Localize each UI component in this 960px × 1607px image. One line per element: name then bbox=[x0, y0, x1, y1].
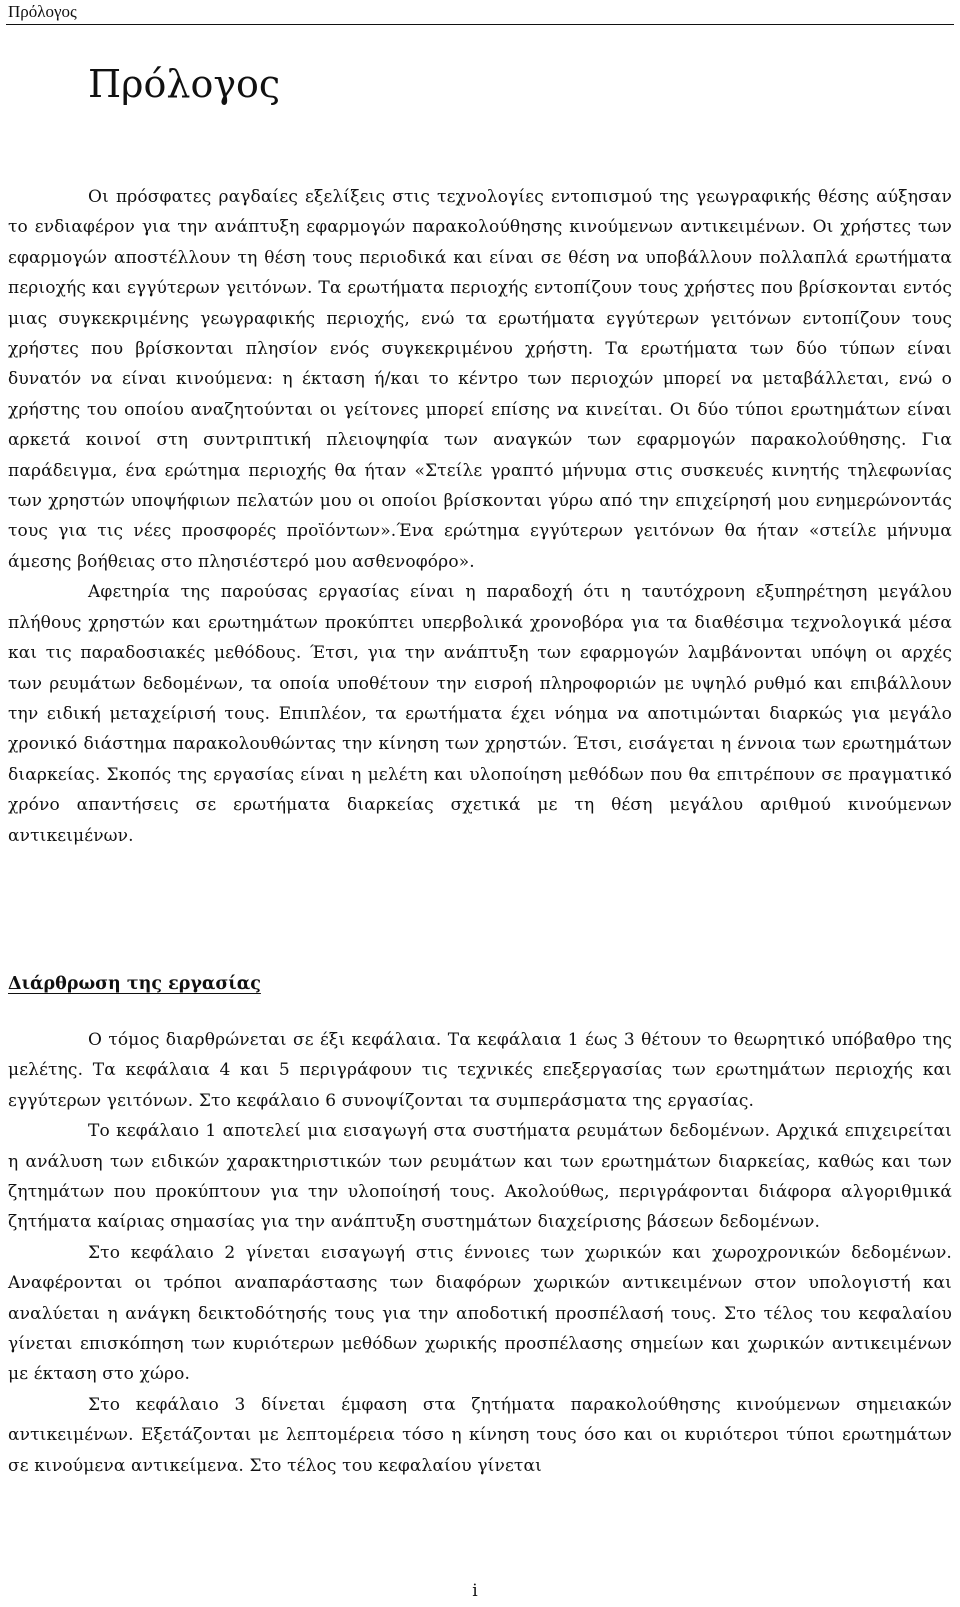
running-header: Πρόλογος bbox=[8, 2, 77, 21]
intro-text bbox=[8, 182, 952, 851]
paragraph-structure-1: Ο τόμος διαρθρώνεται σε έξι κεφάλαια. Τα κεφάλαια 1 έως 3 θέτουν το θεωρητικό υπόβαθρο της μελέτης. Τα κεφάλαια 4 και 5 περιγράφουν τις τεχνικές επεξεργασίας των ερωτημάτων περιοχής και εγγύτερων γειτόνων. Στο κεφάλαιο 6 συνοψίζονται τα συμπεράσματα της εργασίας. bbox=[8, 1030, 952, 1111]
header-rule bbox=[6, 24, 954, 25]
paragraph-structure-4: Στο κεφάλαιο 3 δίνεται έμφαση στα ζητήματα παρακολούθησης κινούμενων σημειακών αντικειμένων. Εξετάζονται με λεπτομέρεια τόσο η κίνηση τους όσο και οι κυριότεροι τύποι ερωτημάτων σε κινούμενα αντικείμενα. Στο τέλος του κεφαλαίου γίνεται bbox=[8, 1394, 952, 1476]
section-heading: Διάρθρωση της εργασίας bbox=[8, 974, 261, 994]
chapter-title: Πρόλογος bbox=[88, 62, 281, 106]
structure-text bbox=[8, 1025, 952, 1481]
paragraph-intro-2: Αφετηρία της παρούσας εργασίας είναι η παραδοχή ότι η ταυτόχρονη εξυπηρέτηση μεγάλου πλήθους χρηστών και ερωτημάτων προκύπτει υπερβολικά χρονοβόρα για τα διαθέσιμα τεχνολογικά μέσα και τις παραδοσιακές μεθόδους. Έτσι, για την ανάπτυξη των εφαρμογών λαμβάνονται υπόψη οι αρχές των ρευμάτων δεδομένων, τα οποία υποθέτουν την εισροή πληροφοριών με υψηλό ρυθμό και επιβάλλουν την ειδική μεταχείρισή τους. Επιπλέον, τα ερωτήματα έχει νόημα να αποτιμώνται διαρκώς για μεγάλο χρονικό διάστημα παρακολουθώντας την κίνηση των χρηστών. Έτσι, εισάγεται η έννοια των ερωτημάτων διαρκείας. Σκοπός της εργασίας είναι η μελέτη και υλοποίηση μεθόδων που θα επιτρέπουν σε πραγματικό χρόνο απαντήσεις σε ερωτήματα διαρκείας σχετικά με τη θέση μεγάλου αριθμού κινούμενων αντικειμένων. bbox=[8, 582, 952, 846]
paragraph-intro-1: Οι πρόσφατες ραγδαίες εξελίξεις στις τεχνολογίες εντοπισμού της γεωγραφικής θέσης αύξησαν το ενδιαφέρον για την ανάπτυξη εφαρμογών παρακολούθησης κινούμενων αντικειμένων. Οι χρήστες των εφαρμογών αποστέλλουν τη θέση τους περιοδικά και είναι σε θέση να υποβάλλουν πολλαπλά ερωτήματα περιοχής και εγγύτερων γειτόνων. Τα ερωτήματα περιοχής εντοπίζουν τους χρήστες που βρίσκονται εντός μιας συγκεκριμένης γεωγραφικής περιοχής, ενώ τα ερωτήματα εγγύτερων γειτόνων εντοπίζουν τους χρήστες που βρίσκονται πλησίον ενός συγκεκριμένου χρήστη. Τα ερωτήματα των δύο τύπων είναι δυνατόν να είναι κινούμενα: η έκταση ή/και το κέντρο των περιοχών μπορεί να μεταβάλλεται, ενώ ο χρήστης του οποίου αναζητούνται οι γείτονες μπορεί επίσης να κινείται. Οι δύο τύποι ερωτημάτων είναι αρκετά κοινοί στη συντριπτική πλειοψηφία των αναγκών των εφαρμογών παρακολούθησης. Για παράδειγμα, ένα ερώτημα περιοχής θα ήταν «Στείλε γραπτό μήνυμα στις συσκευές κινητής τηλεφωνίας των χρηστών υποψήφιων πελατών μου οι οποίοι βρίσκονται γύρω από την επιχείρησή μου ενημερώνοντάς τους για τις νέες προσφορές προϊόντων».Ένα ερώτημα εγγύτερων γειτόνων θα ήταν «στείλε μήνυμα άμεσης βοήθειας στο πλησιέστερό μου ασθενοφόρο». bbox=[8, 187, 952, 572]
paragraph-structure-2: Το κεφάλαιο 1 αποτελεί μια εισαγωγή στα συστήματα ρευμάτων δεδομένων. Αρχικά επιχειρείται η ανάλυση των ειδικών χαρακτηριστικών των ρευμάτων και των ερωτημάτων διαρκείας, καθώς και των ζητημάτων που προκύπτουν για την υλοποίησή τους. Ακολούθως, περιγράφονται διάφορα αλγοριθμικά ζητήματα καίριας σημασίας για την ανάπτυξη συστημάτων διαχείρισης βάσεων δεδομένων. bbox=[8, 1121, 952, 1233]
paragraph-structure-3: Στο κεφάλαιο 2 γίνεται εισαγωγή στις έννοιες των χωρικών και χωροχρονικών δεδομένων. Αναφέρονται οι τρόποι αναπαράστασης των διαφόρων χωρικών αντικειμένων στον υπολογιστή και αναλύεται η ανάγκη δεικτοδότησής τους για την αποδοτική προσπέλασή τους. Στο τέλος του κεφαλαίου γίνεται επισκόπηση των κυριότερων μεθόδων χωρικής προσπέλασης σημείων και χωρικών αντικειμένων με έκταση στο χώρο. bbox=[8, 1242, 952, 1385]
page-number: i bbox=[472, 1581, 478, 1601]
